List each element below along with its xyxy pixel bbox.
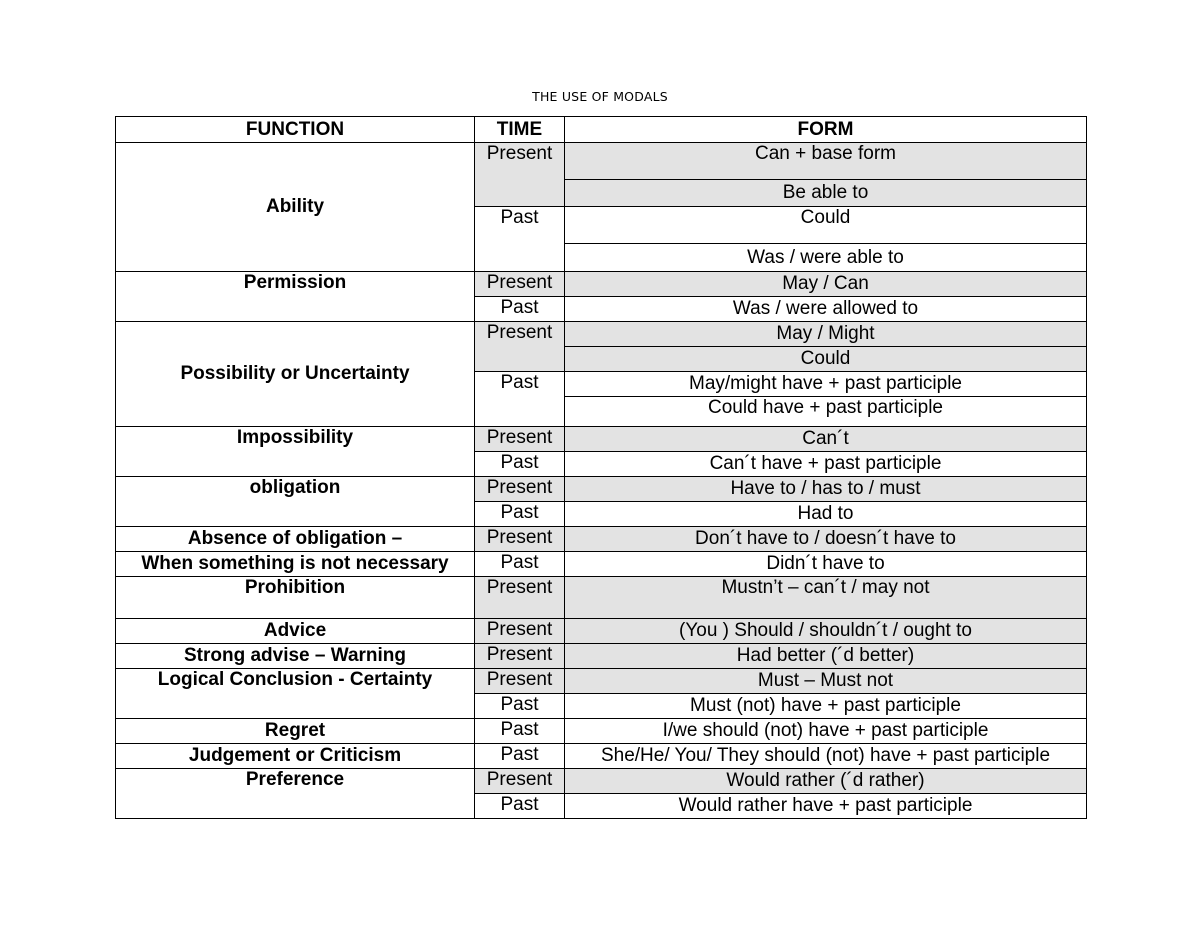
table-row [116,719,1087,744]
table-row [116,272,1087,297]
time-cell: Present [475,769,565,794]
form-cell: Would rather have + past participle [565,794,1087,819]
form-cell: May / Might [565,322,1087,347]
table-row [116,143,1087,180]
time-cell: Present [475,477,565,502]
time-cell: Past [475,372,565,427]
form-cell: Had to [565,502,1087,527]
time-cell: Past [475,297,565,322]
function-cell: Impossibility [116,427,475,477]
function-cell: Permission [116,272,475,322]
time-cell: Past [475,207,565,272]
form-cell: Mustn’t – can´t / may not [565,577,1087,619]
table-row [116,744,1087,769]
time-cell: Past [475,552,565,577]
time-cell: Present [475,527,565,552]
form-cell: Was / were able to [565,244,1087,272]
form-cell: Can´t have + past participle [565,452,1087,477]
form-cell: Would rather (´d rather) [565,769,1087,794]
header-form: FORM [565,117,1087,143]
time-cell: Past [475,794,565,819]
time-cell: Present [475,577,565,619]
function-cell: Preference [116,769,475,819]
form-cell: Must – Must not [565,669,1087,694]
function-cell: Prohibition [116,577,475,619]
time-cell: Present [475,644,565,669]
form-cell: Didn´t have to [565,552,1087,577]
time-cell: Present [475,619,565,644]
form-cell: May/might have + past participle [565,372,1087,397]
form-cell: May / Can [565,272,1087,297]
time-cell: Past [475,452,565,477]
time-cell: Present [475,143,565,207]
function-cell: Possibility or Uncertainty [116,322,475,427]
function-cell: Ability [116,143,475,272]
form-cell: Can + base form [565,143,1087,180]
form-cell: Could [565,347,1087,372]
time-cell: Present [475,427,565,452]
form-cell: Have to / has to / must [565,477,1087,502]
time-cell: Present [475,272,565,297]
function-cell: Logical Conclusion - Certainty [116,669,475,719]
function-cell: Judgement or Criticism [116,744,475,769]
form-cell: Can´t [565,427,1087,452]
function-cell: Absence of obligation – [116,527,475,552]
form-cell: (You ) Should / shouldn´t / ought to [565,619,1087,644]
function-cell: obligation [116,477,475,527]
time-cell: Present [475,322,565,372]
time-cell: Past [475,719,565,744]
time-cell: Past [475,744,565,769]
table-row [116,769,1087,794]
form-cell: Could have + past participle [565,397,1087,427]
function-cell: When something is not necessary [116,552,475,577]
modals-table [115,116,1087,819]
table-row [116,527,1087,552]
function-cell: Advice [116,619,475,644]
function-cell: Regret [116,719,475,744]
form-cell: She/He/ You/ They should (not) have + past participle [565,744,1087,769]
table-row [116,322,1087,347]
form-cell: Had better (´d better) [565,644,1087,669]
header-row [116,117,1087,143]
table-row [116,552,1087,577]
header-function: FUNCTION [116,117,475,143]
form-cell: Could [565,207,1087,244]
time-cell: Present [475,669,565,694]
table-row [116,427,1087,452]
form-cell: I/we should (not) have + past participle [565,719,1087,744]
document-title: THE USE OF MODALS [532,89,668,104]
form-cell: Don´t have to / doesn´t have to [565,527,1087,552]
time-cell: Past [475,694,565,719]
table-row [116,577,1087,619]
table-row [116,644,1087,669]
time-cell: Past [475,502,565,527]
form-cell: Be able to [565,180,1087,207]
table-row [116,619,1087,644]
table-row [116,669,1087,694]
table-row [116,477,1087,502]
function-cell: Strong advise – Warning [116,644,475,669]
form-cell: Must (not) have + past participle [565,694,1087,719]
header-time: TIME [475,117,565,143]
form-cell: Was / were allowed to [565,297,1087,322]
